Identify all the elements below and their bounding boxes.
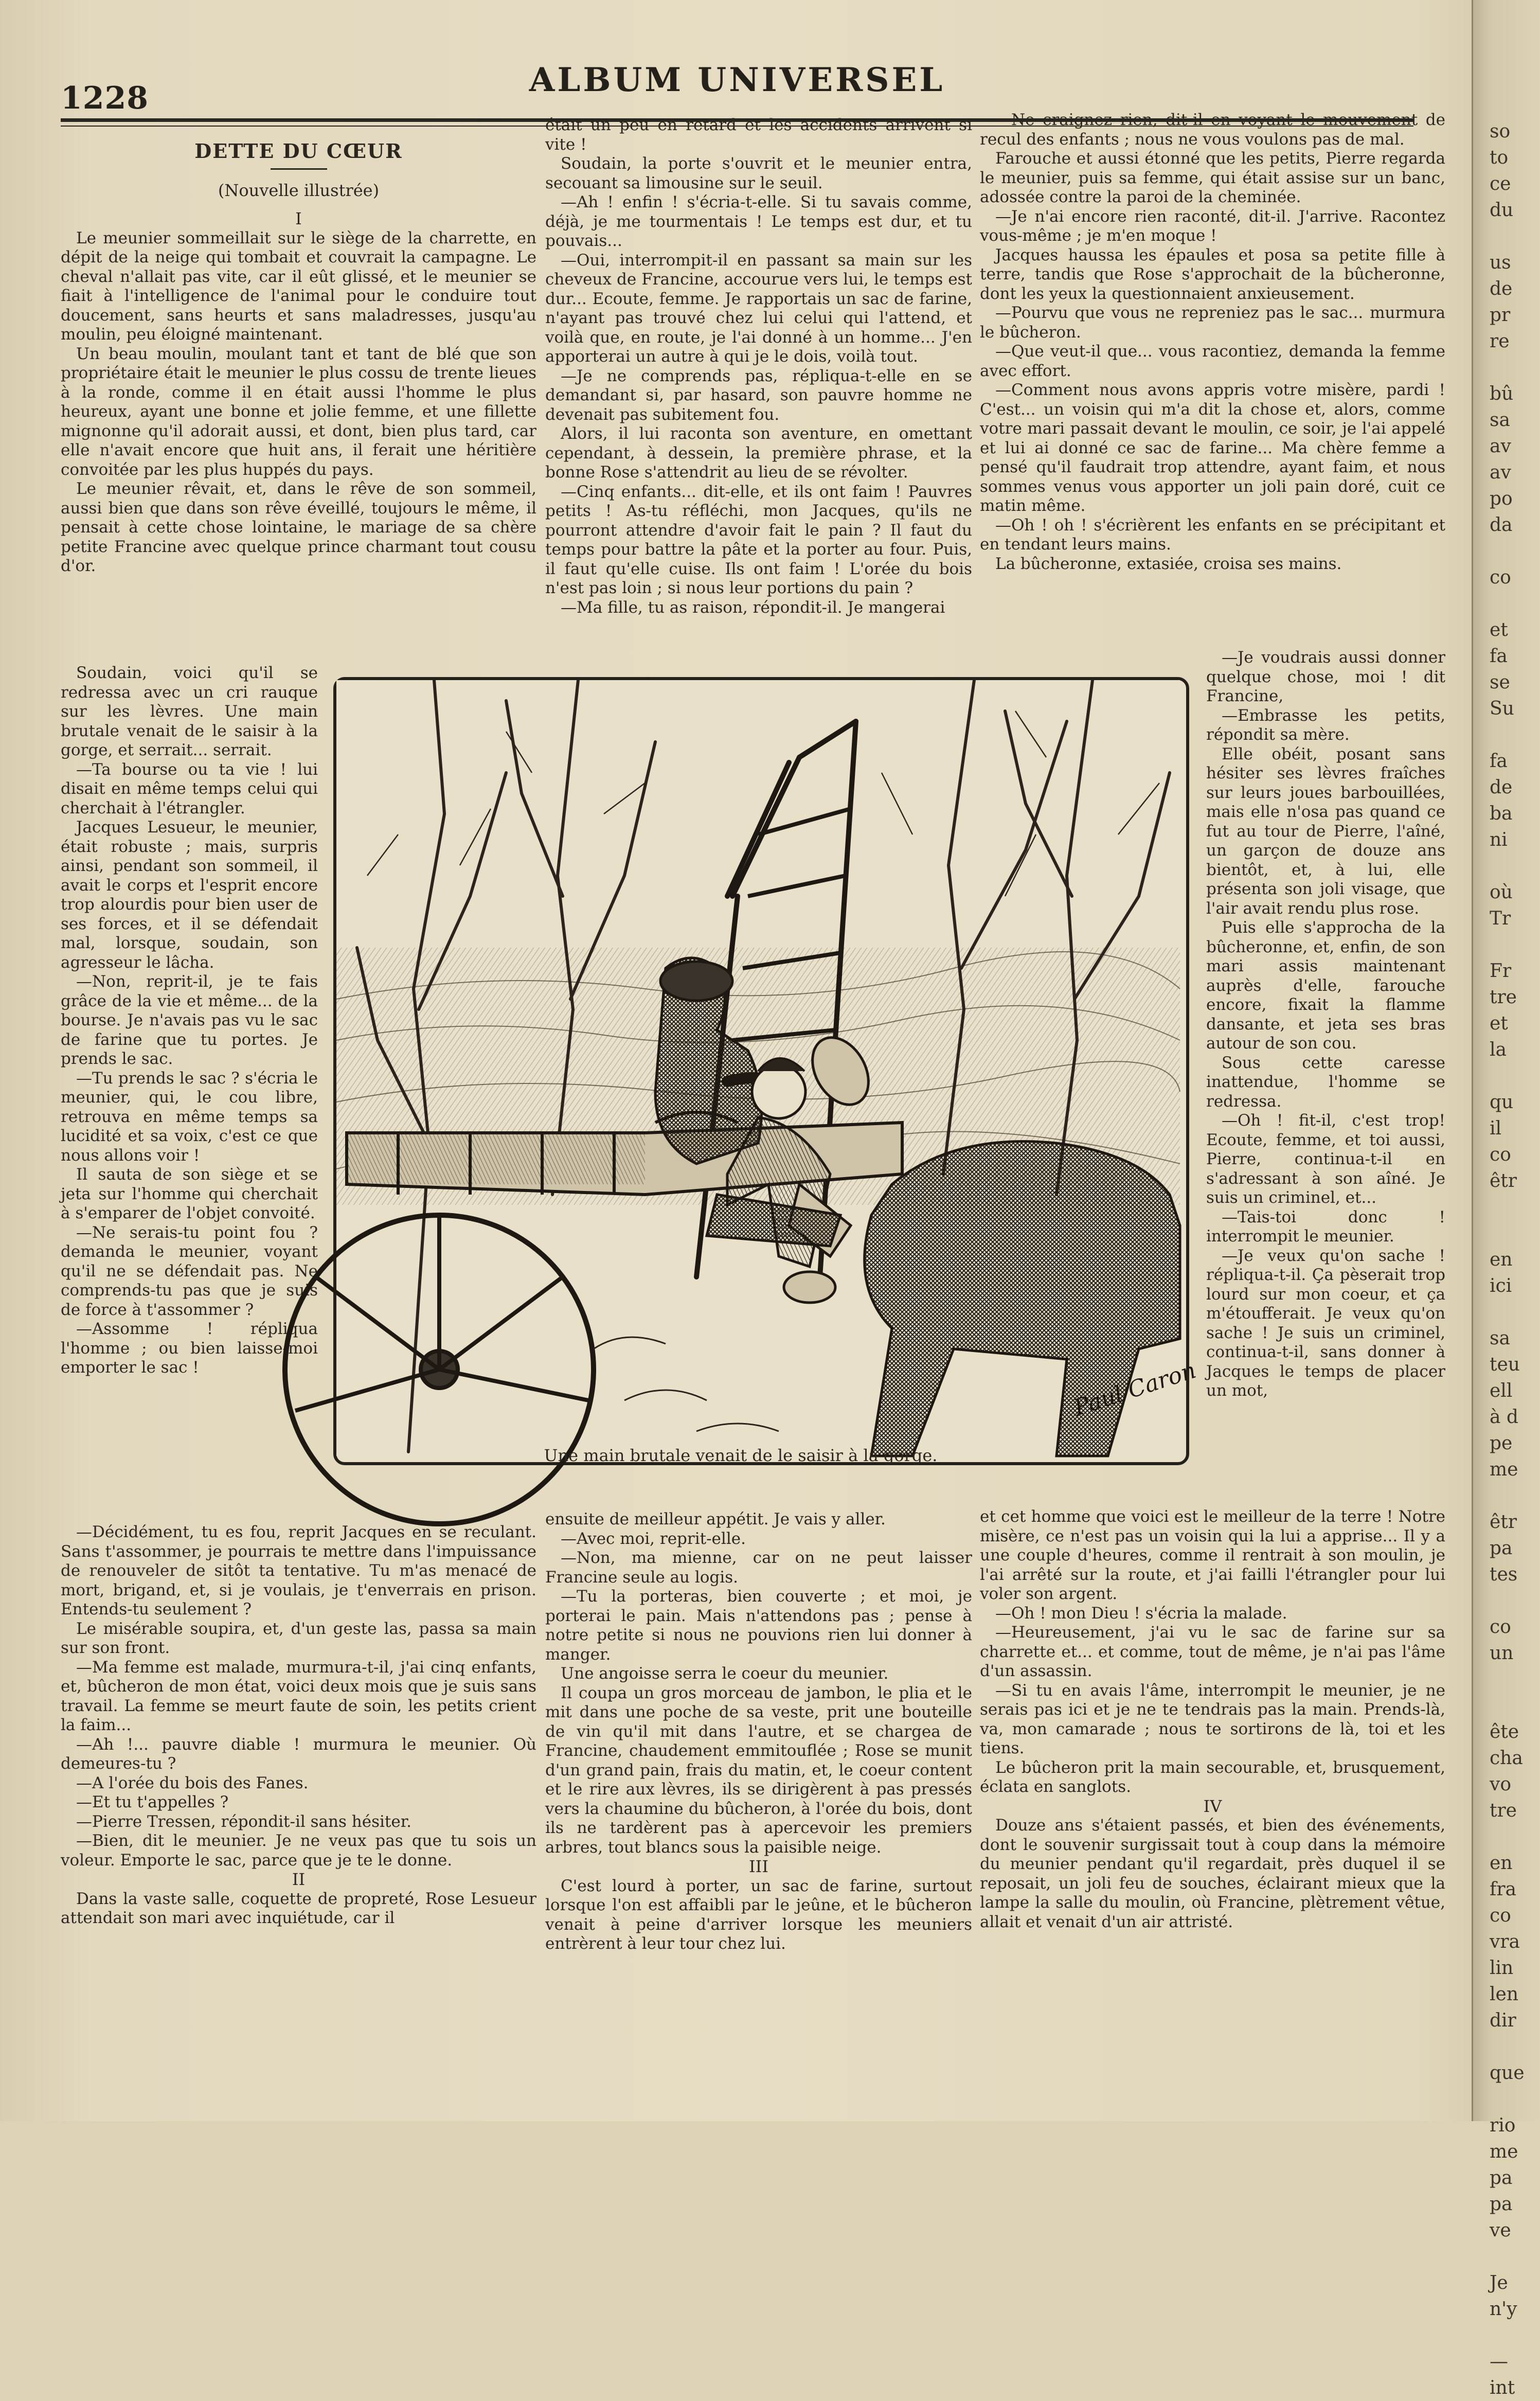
paragraph: Sous cette caresse inattendue, l'homme se redressa. [1206,1053,1445,1111]
paragraph: —Ah ! enfin ! s'écria-t-elle. Si tu savais comme, déjà, je me tourmentais ! Le temps est dur, et tu pouvais... [545,193,972,250]
paragraph: —Ta bourse ou ta vie ! lui disait en même temps celui qui cherchait à l'étrangler. [61,760,318,817]
paragraph: C'est lourd à porter, un sac de farine, surtout lorsque l'on est affaibli par le jeûne, et le bûcheron venait à peine d'arriver lorsque les meuniers entrèrent à leur tour chez lui. [545,1876,972,1953]
paragraph: Alors, il lui raconta son aventure, en omettant cependant, à dessein, la première phrase, et la bonne Rose s'attendrit au lieu de se révolter. [545,424,972,482]
column-2-bottom [545,1510,972,2086]
paragraph: —Je voudrais aussi donner quelque chose, moi ! dit Francine, [1206,648,1445,705]
column-1-wrap [61,664,318,1518]
section-heading: II [292,1870,306,1889]
paragraph: —Oh ! fit-il, c'est trop! Ecoute, femme, et toi aussi, Pierre, continua-t-il en s'adressant à son aîné. Je suis un criminel, et... [1206,1111,1445,1207]
title-rule [271,168,327,170]
paragraph: —Et tu t'appelles ? [76,1793,229,1811]
column-2-top [545,116,972,666]
artist-signature: Paul Caron [1070,1357,1199,1421]
paragraph: —Ne craignez rien, dit-il en voyant le mouvement de recul des enfants ; nous ne vous voulons pas de mal. [980,111,1445,149]
engraving-drawing [336,680,1199,1456]
paragraph: —Je ne comprends pas, répliqua-t-elle en se demandant si, par hasard, son pauvre homme ne devenait pas subitement fou. [545,366,972,424]
article-subtitle: (Nouvelle illustrée) [218,180,380,200]
paragraph: était un peu en retard et les accidents arrivent si vite ! [545,116,972,154]
paragraph: —Non, reprit-il, je te fais grâce de la vie et même... de la bourse. Je n'avais pas vu le sac de farine que tu portes. Je prends le sac. [61,972,318,1068]
paragraph: —Comment nous avons appris votre misère, pardi ! C'est... un voisin qui m'a dit la chose et, alors, comme votre mari passait devant le moulin, ce soir, je l'ai appelé et lui ai donné ce sac de farine... Ma chère femme a pensé qu'il faudrait trop attendre, ayant faim, et nous sommes venus vous apporter un joli pain doré, cuit ce matin même. [980,381,1445,515]
paragraph: Dans la vaste salle, coquette de propreté, Rose Lesueur attendait son mari avec inquiétude, car il [61,1889,536,1927]
paragraph: Soudain, voici qu'il se redressa avec un cri rauque sur les lèvres. Une main brutale venait de le saisir à la gorge, et serrait... serrait. [61,664,318,759]
paragraph: —Ma fille, tu as raison, répondit-il. Je mangerai [561,598,945,617]
paragraph: La bûcheronne, extasiée, croisa ses mains. [995,554,1342,573]
paragraph: —Je veux qu'on sache ! répliqua-t-il. Ça pèserait trop lourd sur mon coeur, et ça m'étoufferait. Je veux qu'on sache ! Je suis un criminel, continua-t-il, sans donner à Jacques le temps de placer un mot, [1206,1246,1445,1400]
column-3-bottom [980,1507,1445,2078]
paragraph: —Heureusement, j'ai vu le sac de farine sur sa charrette et... et comme, tout de même, je n'ai pas l'âme d'un assassin. [980,1623,1445,1680]
paragraph: —Ma femme est malade, murmura-t-il, j'ai cinq enfants, et, bûcheron de mon état, voici deux mois que je suis sans travail. La femme se meurt faute de soin, les petits crient la faim... [61,1658,536,1734]
column-1-top [61,141,536,682]
paragraph: —A l'orée du bois des Fanes. [76,1773,309,1792]
adjacent-page-text: so to ce du us de pr re bû sa av av po da co et fa se Su fa de ba ni où Tr Fr tre et la qu il co êtr en ici sa teu ell à d pe me êtr pa tes co un ête cha vo tre en fra co vra lin len dir que rio me pa pa ve Je n'y — int [1490,121,1525,2398]
paragraph: —Décidément, tu es fou, reprit Jacques en se reculant. Sans t'assommer, je pourrais te mettre dans l'impuissance de renouveler de sitôt ta tentative. Tu m'as menacé de mort, brigand, et, si je voulais, je t'enverrais en prison. Entends-tu seulement ? [61,1523,536,1619]
page-number: 1228 [61,80,149,116]
paragraph: —Tu prends le sac ? s'écria le meunier, qui, le cou libre, retrouva en même temps sa lucidité et sa voix, c'est ce que nous allons voir ! [61,1069,318,1165]
paragraph: ensuite de meilleur appétit. Je vais y aller. [545,1510,886,1528]
paragraph: Il sauta de son siège et se jeta sur l'homme qui cherchait à s'emparer de l'objet convoité. [61,1165,318,1222]
paragraph: Puis elle s'approcha de la bûcheronne, et, enfin, de son mari assis maintenant auprès d'elle, farouche encore, fixait la flamme dansante, et jeta ses bras autour de son cou. [1206,918,1445,1053]
story-illustration [333,677,1199,1465]
paragraph: —Ne serais-tu point fou ? demanda le meunier, voyant qu'il ne se défendait pas. Ne comprends-tu pas que je suis de force à t'assommer ? [61,1223,318,1319]
section-heading: III [749,1857,768,1876]
paragraph: et cet homme que voici est le meilleur de la terre ! Notre misère, ce n'est pas un voisin qui la lui a apprise... Il y a une couple d'heures, comme il rentrait à son moulin, je l'ai arrêté sur la route, et j'ai failli l'étrangler pour lui voler son argent. [980,1507,1445,1603]
paragraph: Elle obéit, posant sans hésiter ses lèvres fraîches sur leurs joues barbouillées, mais elle n'osa pas quand ce fut au tour de Pierre, l'aîné, un garçon de douze ans bientôt, et, à lui, elle présenta son joli visage, que l'air avait rendu plus rose. [1206,744,1445,918]
journal-title: ALBUM UNIVERSEL [529,61,945,99]
section-heading: IV [1203,1796,1222,1816]
paragraph: —Pierre Tressen, répondit-il sans hésiter. [76,1812,411,1831]
paragraph: Le meunier sommeillait sur le siège de la charrette, en dépit de la neige qui tombait et couvrait la campagne. Le cheval n'allait pas vite, car il eût glissé, et le meunier se fiait à l'intelligence de l'animal pour le conduire tout doucement, sans heurts et sans maladresses, jusqu'au moulin, peu éloigné maintenant. [61,228,536,344]
paragraph: —Avec moi, reprit-elle. [561,1529,746,1548]
section-heading: I [295,209,302,228]
paragraph: —Je n'ai encore rien raconté, dit-il. J'arrive. Racontez vous-même ; je m'en moque ! [980,207,1445,245]
paragraph: Soudain, la porte s'ouvrit et le meunier entra, secouant sa limousine sur le seuil. [545,154,972,192]
paragraph: —Cinq enfants... dit-elle, et ils ont faim ! Pauvres petits ! As-tu réfléchi, mon Jacques, qu'ils ne pourront attendre d'avoir fait le pain ? Il faut du temps pour battre la pâte et la porter au four. Puis, il faut qu'elle cuise. Ils ont faim ! L'orée du bois n'est pas loin ; si nous leur portions du pain ? [545,482,972,597]
paragraph: —Embrasse les petits, répondit sa mère. [1206,706,1445,744]
paragraph: Il coupa un gros morceau de jambon, le plia et le mit dans une poche de sa veste, prit une bouteille de vin qu'il mit dans l'autre, et se chargea de Francine, chaudement emmitouflée ; Rose se munit d'un grand pain, frais du matin, et, le coeur content et le rire aux lèvres, ils se dirigèrent à pas pressés vers la chaumine du bûcheron, à l'orée du bois, dont ils ne tardèrent pas à apercevoir les premiers arbres, tout blancs sous la paisible neige. [545,1683,972,1857]
paragraph: —Assomme ! répliqua l'homme ; ou bien laisse-moi emporter le sac ! [61,1320,318,1377]
paragraph: Jacques Lesueur, le meunier, était robuste ; mais, surpris ainsi, pendant son sommeil, il avait le corps et l'esprit encore trop alourdis pour bien user de ses forces, et il se défendait mal, lorsque, soudain, son agresseur le lâcha. [61,818,318,972]
paragraph: —Si tu en avais l'âme, interrompit le meunier, je ne serais pas ici et je ne te tendrais pas la main. Prends-là, va, mon camarade ; nous te sortirons de là, toi et les tiens. [980,1681,1445,1757]
column-3-wrap [1206,648,1445,1492]
adjacent-page-edge [1472,0,1540,2398]
paragraph: Le bûcheron prit la main secourable, et, brusquement, éclata en sanglots. [980,1758,1445,1796]
column-1-bottom [61,1523,536,2078]
paragraph: Le meunier rêvait, et, dans le rêve de son sommeil, aussi bien que dans son rêve éveillé, toujours le même, il pensait à cette chose lointaine, le mariage de sa chère petite Francine avec quelque prince charmant tout cousu d'or. [61,479,536,575]
paragraph: —Bien, dit le meunier. Je ne veux pas que tu sois un voleur. Emporte le sac, parce que je te le donne. [61,1831,536,1870]
paragraph: —Oh ! oh ! s'écrièrent les enfants en se précipitant et en tendant leurs mains. [980,515,1445,554]
illustration-caption: Une main brutale venait de le saisir à la gorge. [544,1446,938,1465]
paragraph: —Ah !... pauvre diable ! murmura le meunier. Où demeures-tu ? [61,1735,536,1773]
paragraph: Un beau moulin, moulant tant et tant de blé que son propriétaire était le meunier le plus cossu de trente lieues à la ronde, comme il en était aussi l'homme le plus heureux, ayant une bonne et jolie femme, et une fillette mignonne qu'il adorait aussi, et dont, bien plus tard, car elle n'avait encore que huit ans, il ferait une héritière convoitée par les plus huppés du pays. [61,344,536,479]
paragraph: —Que veut-il que... vous racontiez, demanda la femme avec effort. [980,342,1445,380]
paragraph: —Pourvu que vous ne repreniez pas le sac... murmura le bûcheron. [980,304,1445,342]
paragraph: —Non, ma mienne, car on ne peut laisser Francine seule au logis. [545,1549,972,1587]
column-3-top [980,111,1445,671]
paragraph: —Oh ! mon Dieu ! s'écria la malade. [995,1604,1287,1623]
paragraph: Farouche et aussi étonné que les petits, Pierre regarda le meunier, puis sa femme, qui était assise sur un banc, adossée contre la paroi de la cheminée. [980,149,1445,206]
paragraph: —Oui, interrompit-il en passant sa main sur les cheveux de Francine, accourue vers lui, le temps est dur... Ecoute, femme. Je rapportais un sac de farine, n'ayant pas trouvé chez lui celui qui l'attend, et voilà que, en route, je l'ai donné à un homme... J'en apporterai un autre à qui je le dois, voilà tout. [545,251,972,366]
paragraph: —Tais-toi donc ! interrompit le meunier. [1206,1207,1445,1246]
paragraph: Le misérable soupira, et, d'un geste las, passa sa main sur son front. [61,1619,536,1657]
paragraph: Douze ans s'étaient passés, et bien des événements, dont le souvenir surgissait tout à coup dans la mémoire du meunier pendant qu'il regardait, près duquel il se reposait, un joli feu de souches, éclairant mieux que la lampe la salle du moulin, où Francine, plètrement vêtue, allait et venait d'un air attristé. [980,1816,1445,1931]
paragraph: Jacques haussa les épaules et posa sa petite fille à terre, tandis que Rose s'approchait de la bûcheronne, dont les yeux la questionnaient anxieusement. [980,245,1445,303]
paragraph: —Tu la porteras, bien couverte ; et moi, je porterai le pain. Mais n'attendons pas ; pense à notre petite si nous ne pouvions rien lui donner à manger. [545,1587,972,1664]
article-title: DETTE DU CŒUR [194,139,403,163]
paragraph: Une angoisse serra le coeur du meunier. [561,1664,889,1683]
